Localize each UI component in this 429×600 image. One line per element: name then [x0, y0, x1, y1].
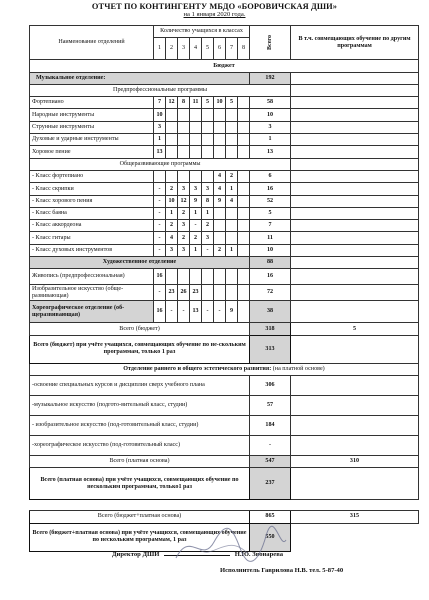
art-class-6	[214, 269, 226, 285]
preprof-other	[291, 97, 419, 109]
director-name: Н.Ю. Звонарева	[234, 551, 284, 558]
general-row	[30, 195, 419, 207]
preprof-class-2	[166, 146, 178, 158]
general-row	[30, 170, 419, 182]
general-total: 52	[250, 195, 291, 207]
preprof-class-2	[166, 109, 178, 121]
music-dept-label: Музыкальное отделение:	[30, 72, 250, 84]
music-dept-row	[30, 72, 419, 84]
general-class-1: -	[154, 207, 166, 219]
preprof-total: 58	[250, 97, 291, 109]
paid-total: 57	[250, 395, 291, 415]
art-name: Изобразительное искусство (обще-развивающая)	[30, 285, 154, 301]
preprof-other	[291, 121, 419, 133]
preprof-other	[291, 109, 419, 121]
art-class-7	[226, 285, 238, 301]
art-dept-label: Художественное отделение	[30, 257, 250, 269]
art-row	[30, 285, 419, 301]
general-total: 7	[250, 220, 291, 232]
preprof-class-3	[178, 146, 190, 158]
dept-col-header: Наименование отделений	[30, 26, 154, 60]
general-name: - Класс гитары	[30, 232, 154, 244]
general-class-7	[226, 232, 238, 244]
paid-row	[30, 415, 419, 435]
general-class-6	[214, 232, 226, 244]
general-class-2: 3	[166, 244, 178, 256]
preprof-class-1: 7	[154, 97, 166, 109]
general-class-7	[226, 220, 238, 232]
dance-dept-row	[30, 301, 419, 323]
paid-other	[291, 395, 419, 415]
dance-dept-label: Хореографическое отделение (об-щеразвивающая)	[30, 301, 154, 323]
art-class-5	[202, 285, 214, 301]
dance-class-5: -	[202, 301, 214, 323]
budget-combined-value: 313	[250, 335, 291, 363]
preprof-class-2: 12	[166, 97, 178, 109]
budget-section-title: Бюджет	[30, 60, 419, 72]
art-other	[291, 269, 419, 285]
preprof-class-6	[214, 109, 226, 121]
paid-combined-label: Всего (платная основа) при учёте учащихся, совмещающих обучение по нескольким программам, только1 раз	[30, 468, 250, 500]
music-dept-total: 192	[250, 72, 291, 84]
general-class-2: 1	[166, 207, 178, 219]
dance-class-6: -	[214, 301, 226, 323]
dance-class-7: 9	[226, 301, 238, 323]
class-7-header: 7	[226, 38, 238, 60]
art-total: 72	[250, 285, 291, 301]
dance-dept-total: 38	[250, 301, 291, 323]
general-class-6: 4	[214, 183, 226, 195]
general-class-5	[202, 170, 214, 182]
paid-name: -освоение специальных курсов и дисциплин сверх учебного плана	[30, 375, 250, 395]
art-class-8	[238, 285, 250, 301]
preprof-class-4	[190, 109, 202, 121]
general-class-8	[238, 232, 250, 244]
general-name: - Класс фортепиано	[30, 170, 154, 182]
preprof-rows	[30, 97, 419, 158]
general-class-2: 4	[166, 232, 178, 244]
class-1-header: 1	[154, 38, 166, 60]
table-header-row	[30, 26, 419, 38]
class-6-header: 6	[214, 38, 226, 60]
general-class-8	[238, 170, 250, 182]
general-class-7	[226, 207, 238, 219]
budget-total-value: 318	[250, 323, 291, 335]
preprof-class-5	[202, 146, 214, 158]
general-row	[30, 183, 419, 195]
preprof-class-6	[214, 146, 226, 158]
general-total: 11	[250, 232, 291, 244]
general-class-3: 3	[178, 220, 190, 232]
dance-class-1: 16	[154, 301, 166, 323]
art-other	[291, 285, 419, 301]
preprof-name: Струнные инструменты	[30, 121, 154, 133]
general-class-1: -	[154, 220, 166, 232]
art-row	[30, 269, 419, 285]
general-class-1	[154, 170, 166, 182]
general-row	[30, 220, 419, 232]
preprof-class-6	[214, 121, 226, 133]
budget-combined-row	[30, 335, 419, 363]
paid-total-value: 547	[250, 455, 291, 467]
general-rows	[30, 170, 419, 256]
general-class-7: 1	[226, 183, 238, 195]
budget-combined-label: Всего (бюджет) при учёте учащихся, совмещающих обучение по не-скольким программам, только 1 раз	[30, 335, 250, 363]
grand-total-other: 315	[291, 511, 419, 523]
preprof-name: Народные инструменты	[30, 109, 154, 121]
general-total: 10	[250, 244, 291, 256]
art-dept-total: 88	[250, 257, 291, 269]
general-name: - Класс баяна	[30, 207, 154, 219]
preprof-class-4	[190, 134, 202, 146]
general-class-3	[178, 170, 190, 182]
general-other	[291, 232, 419, 244]
general-class-4: 1	[190, 244, 202, 256]
grand-combined-label: Всего (бюджет+платная основа) при учёте учащихся, совмещающих обучение по нескольким программам, 1 раз	[30, 523, 250, 551]
count-group-header: Количество учащихся в классах	[154, 26, 250, 38]
general-total: 6	[250, 170, 291, 182]
dance-class-4: 13	[190, 301, 202, 323]
preprof-row	[30, 109, 419, 121]
general-class-6: 4	[214, 170, 226, 182]
general-class-8	[238, 183, 250, 195]
paid-total: 184	[250, 415, 291, 435]
general-row	[30, 207, 419, 219]
preprof-class-2	[166, 134, 178, 146]
general-class-4: 3	[190, 183, 202, 195]
preprof-class-4	[190, 146, 202, 158]
grand-combined-value: 550	[250, 523, 291, 551]
preprof-class-3	[178, 109, 190, 121]
paid-total-other: 310	[291, 455, 419, 467]
dance-class-3: -	[178, 301, 190, 323]
general-class-4: 2	[190, 232, 202, 244]
preprof-row	[30, 146, 419, 158]
preprof-class-3	[178, 121, 190, 133]
art-name: Живопись (предпрофессиональная)	[30, 269, 154, 285]
general-class-4: 1	[190, 207, 202, 219]
art-class-7	[226, 269, 238, 285]
preprof-class-8	[238, 97, 250, 109]
general-class-5: 3	[202, 232, 214, 244]
art-class-5	[202, 269, 214, 285]
general-other	[291, 183, 419, 195]
paid-row	[30, 435, 419, 455]
general-class-3: 12	[178, 195, 190, 207]
general-class-2: 10	[166, 195, 178, 207]
preprof-class-1: 3	[154, 121, 166, 133]
preprof-class-5	[202, 121, 214, 133]
total-col-header: Всего	[250, 26, 291, 60]
general-other	[291, 244, 419, 256]
general-class-8	[238, 195, 250, 207]
general-class-6	[214, 207, 226, 219]
preprof-class-8	[238, 121, 250, 133]
general-total: 5	[250, 207, 291, 219]
preprof-class-1: 10	[154, 109, 166, 121]
paid-name: -хореографическое искусство (под-готовительный класс)	[30, 435, 250, 455]
general-class-8	[238, 244, 250, 256]
preprof-name: Духовые и ударные инструменты	[30, 134, 154, 146]
general-other	[291, 220, 419, 232]
general-class-3: 3	[178, 244, 190, 256]
preprof-total: 1	[250, 134, 291, 146]
general-other	[291, 207, 419, 219]
preprof-other	[291, 134, 419, 146]
general-row	[30, 232, 419, 244]
contingent-table	[29, 25, 419, 552]
art-class-2	[166, 269, 178, 285]
general-class-2	[166, 170, 178, 182]
preprof-row	[30, 134, 419, 146]
preprof-total: 10	[250, 109, 291, 121]
paid-other	[291, 375, 419, 395]
general-class-3: 2	[178, 207, 190, 219]
paid-total-label: Всего (платная основа)	[30, 455, 250, 467]
dance-class-8	[238, 301, 250, 323]
art-class-3	[178, 269, 190, 285]
paid-combined-row	[30, 468, 419, 500]
paid-title: Отделение раннего и общего эстетического развития:	[123, 365, 272, 372]
grand-total-value: 865	[250, 511, 291, 523]
general-class-1: -	[154, 195, 166, 207]
paid-other	[291, 435, 419, 455]
executor-line: Исполнитель Гаврилова Н.В. тел. 5-87-40	[220, 567, 344, 574]
preprof-name: Хоровое пение	[30, 146, 154, 158]
general-class-8	[238, 220, 250, 232]
paid-name: - изобразительное искусство (под-готовительный класс, студии)	[30, 415, 250, 435]
preprof-class-4: 11	[190, 97, 202, 109]
art-class-1: 16	[154, 269, 166, 285]
art-total: 16	[250, 269, 291, 285]
class-2-header: 2	[166, 38, 178, 60]
general-class-2: 2	[166, 220, 178, 232]
class-3-header: 3	[178, 38, 190, 60]
art-dept-row	[30, 257, 419, 269]
paid-total-row	[30, 455, 419, 467]
general-class-3: 3	[178, 183, 190, 195]
director-title: Директор ДШИ	[112, 551, 160, 558]
art-class-1: -	[154, 285, 166, 301]
general-total: 16	[250, 183, 291, 195]
general-class-1: -	[154, 232, 166, 244]
general-title: Общеразвивающие программы	[30, 158, 291, 170]
report-date: на 1 января 2020 года.	[183, 11, 246, 18]
preprof-class-6	[214, 134, 226, 146]
general-name: - Класс духовых инструментов	[30, 244, 154, 256]
preprof-class-2	[166, 121, 178, 133]
general-class-6: 9	[214, 195, 226, 207]
preprof-class-6: 10	[214, 97, 226, 109]
general-class-6	[214, 220, 226, 232]
general-class-5: 1	[202, 207, 214, 219]
general-name: - Класс аккордеона	[30, 220, 154, 232]
preprof-class-5	[202, 134, 214, 146]
art-rows	[30, 269, 419, 301]
preprof-class-8	[238, 109, 250, 121]
preprof-row	[30, 97, 419, 109]
grand-total-label: Всего (бюджет+платная основа)	[30, 511, 250, 523]
dance-class-2: -	[166, 301, 178, 323]
class-5-header: 5	[202, 38, 214, 60]
paid-combined-value: 237	[250, 468, 291, 500]
general-name: - Класс хорового пения	[30, 195, 154, 207]
preprof-class-7	[226, 109, 238, 121]
preprof-class-8	[238, 134, 250, 146]
general-other	[291, 195, 419, 207]
general-class-7: 4	[226, 195, 238, 207]
general-row	[30, 244, 419, 256]
preprof-class-1: 13	[154, 146, 166, 158]
general-class-7: 2	[226, 170, 238, 182]
general-class-5: 3	[202, 183, 214, 195]
preprof-class-7: 5	[226, 97, 238, 109]
art-class-2: 23	[166, 285, 178, 301]
preprof-class-7	[226, 146, 238, 158]
paid-total: -	[250, 435, 291, 455]
paid-rows	[30, 375, 419, 455]
preprof-class-7	[226, 134, 238, 146]
general-class-8	[238, 207, 250, 219]
preprof-class-8	[238, 146, 250, 158]
preprof-class-3	[178, 134, 190, 146]
paid-title-row	[30, 363, 419, 375]
preprof-total: 13	[250, 146, 291, 158]
general-class-4	[190, 170, 202, 182]
preprof-class-7	[226, 121, 238, 133]
paid-total: 306	[250, 375, 291, 395]
preprof-class-5: 5	[202, 97, 214, 109]
general-class-1: -	[154, 183, 166, 195]
signature-scribble	[170, 520, 290, 570]
art-class-4	[190, 269, 202, 285]
general-other	[291, 170, 419, 182]
paid-other	[291, 415, 419, 435]
preprof-total: 3	[250, 121, 291, 133]
report-title: ОТЧЕТ ПО КОНТИНГЕНТУ МБДО «БОРОВИЧСКАЯ ДШИ»	[91, 2, 338, 11]
paid-title-note: (на платной основе)	[272, 365, 325, 372]
preprof-class-1: 1	[154, 134, 166, 146]
general-name: - Класс скрипки	[30, 183, 154, 195]
budget-total-label: Всего (бюджет)	[30, 323, 250, 335]
other-col-header: В т.ч. совмещающих обучение по другим программам	[291, 26, 419, 60]
general-class-5: -	[202, 244, 214, 256]
preprof-row	[30, 121, 419, 133]
preprof-name: Фортепиано	[30, 97, 154, 109]
art-class-8	[238, 269, 250, 285]
preprof-title: Предпрофессиональные программы	[30, 84, 291, 96]
budget-total-other: 5	[291, 323, 419, 335]
general-class-5: 2	[202, 220, 214, 232]
general-class-3: 2	[178, 232, 190, 244]
general-class-2: 2	[166, 183, 178, 195]
paid-name: -музыкальное искусство (подгото-вительный класс, студии)	[30, 395, 250, 415]
preprof-class-3: 8	[178, 97, 190, 109]
art-class-6	[214, 285, 226, 301]
general-class-4: 9	[190, 195, 202, 207]
class-4-header: 4	[190, 38, 202, 60]
budget-total-row	[30, 323, 419, 335]
art-class-4: 23	[190, 285, 202, 301]
preprof-class-5	[202, 109, 214, 121]
general-class-1: -	[154, 244, 166, 256]
class-8-header: 8	[238, 38, 250, 60]
preprof-other	[291, 146, 419, 158]
general-class-5: 8	[202, 195, 214, 207]
paid-row	[30, 395, 419, 415]
preprof-class-4	[190, 121, 202, 133]
art-class-3: 26	[178, 285, 190, 301]
general-class-6: 2	[214, 244, 226, 256]
general-class-4: -	[190, 220, 202, 232]
general-class-7: 1	[226, 244, 238, 256]
paid-row	[30, 375, 419, 395]
